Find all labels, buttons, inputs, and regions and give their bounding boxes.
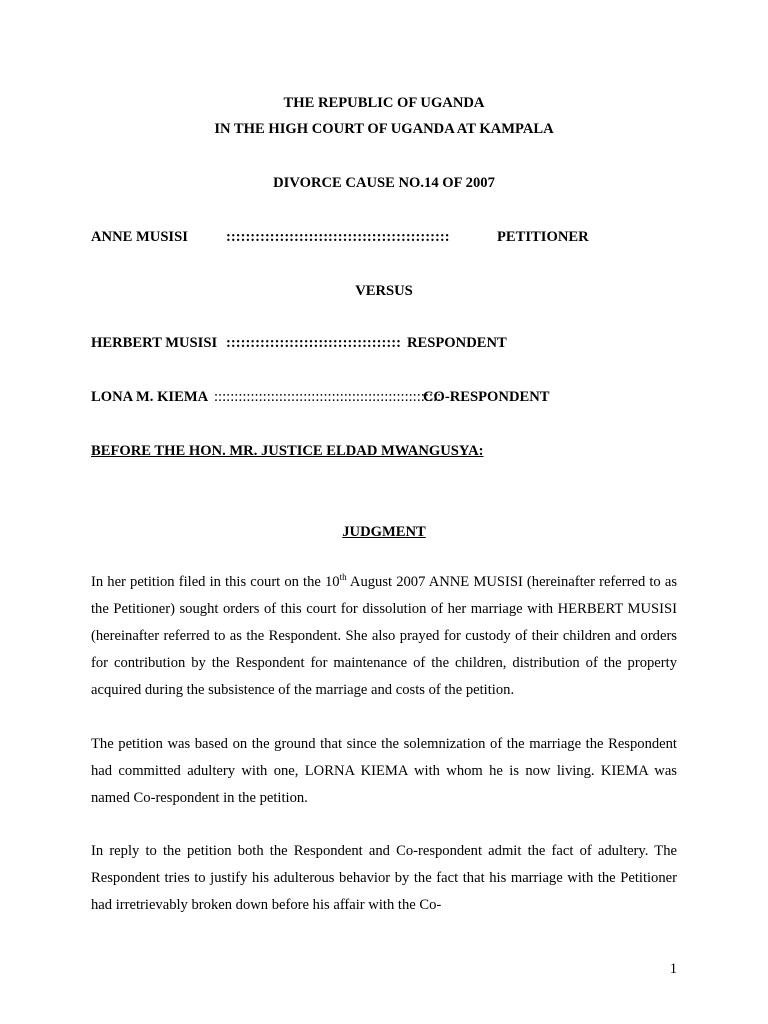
petitioner-role: PETITIONER [497,229,589,245]
case-number: DIVORCE CAUSE NO.14 OF 2007 [273,175,495,191]
versus-label: VERSUS [355,283,413,299]
corespondent-separator: :::::::::::::::::::::::::::::::::::::::::::::::::::::::: [214,389,442,405]
judgment-title: JUDGMENT [342,524,426,540]
ordinal-suffix: th [339,572,347,583]
respondent-separator: :::::::::::::::::::::::::::::::::::: [226,335,401,351]
header-court: IN THE HIGH COURT OF UGANDA AT KAMPALA [214,121,554,137]
paragraph-1-rest: August 2007 ANNE MUSISI (hereinafter referred to as the Petitioner) sought orders of this court for dissolution of her marriage with HERBERT MUSISI (hereinafter referred to as the Respondent. She also prayed for custody of their children and orders for contribution by the Respondent for maintenance of the children, distribution of the property acquired during the subsistence of the marriage and costs of the petition. [91,574,677,698]
bench-line: BEFORE THE HON. MR. JUSTICE ELDAD MWANGUSYA: [91,443,484,459]
corespondent-name: LONA M. KIEMA [91,389,209,405]
respondent-role: RESPONDENT [407,335,507,351]
petitioner-separator: :::::::::::::::::::::::::::::::::::::::::::::: [226,229,450,245]
paragraph-1-start: In her petition filed in this court on the 10 [91,574,340,590]
petitioner-name: ANNE MUSISI [91,229,188,245]
page-number: 1 [669,961,677,977]
header-republic: THE REPUBLIC OF UGANDA [283,95,485,111]
paragraph-2: The petition was based on the ground that since the solemnization of the marriage the Respondent had committed adultery with one, LORNA KIEMA with whom he is now living. KIEMA was named Co-respondent in the petition. [91,736,677,806]
respondent-name: HERBERT MUSISI [91,335,218,351]
corespondent-role: CO-RESPONDENT [423,389,550,405]
paragraph-3: In reply to the petition both the Respondent and Co-respondent admit the fact of adultery. The Respondent tries to justify his adulterous behavior by the fact that his marriage with the Petitioner had irretrievably broken down before his affair with the Co- [91,843,677,913]
paragraph-1 [91,569,677,704]
